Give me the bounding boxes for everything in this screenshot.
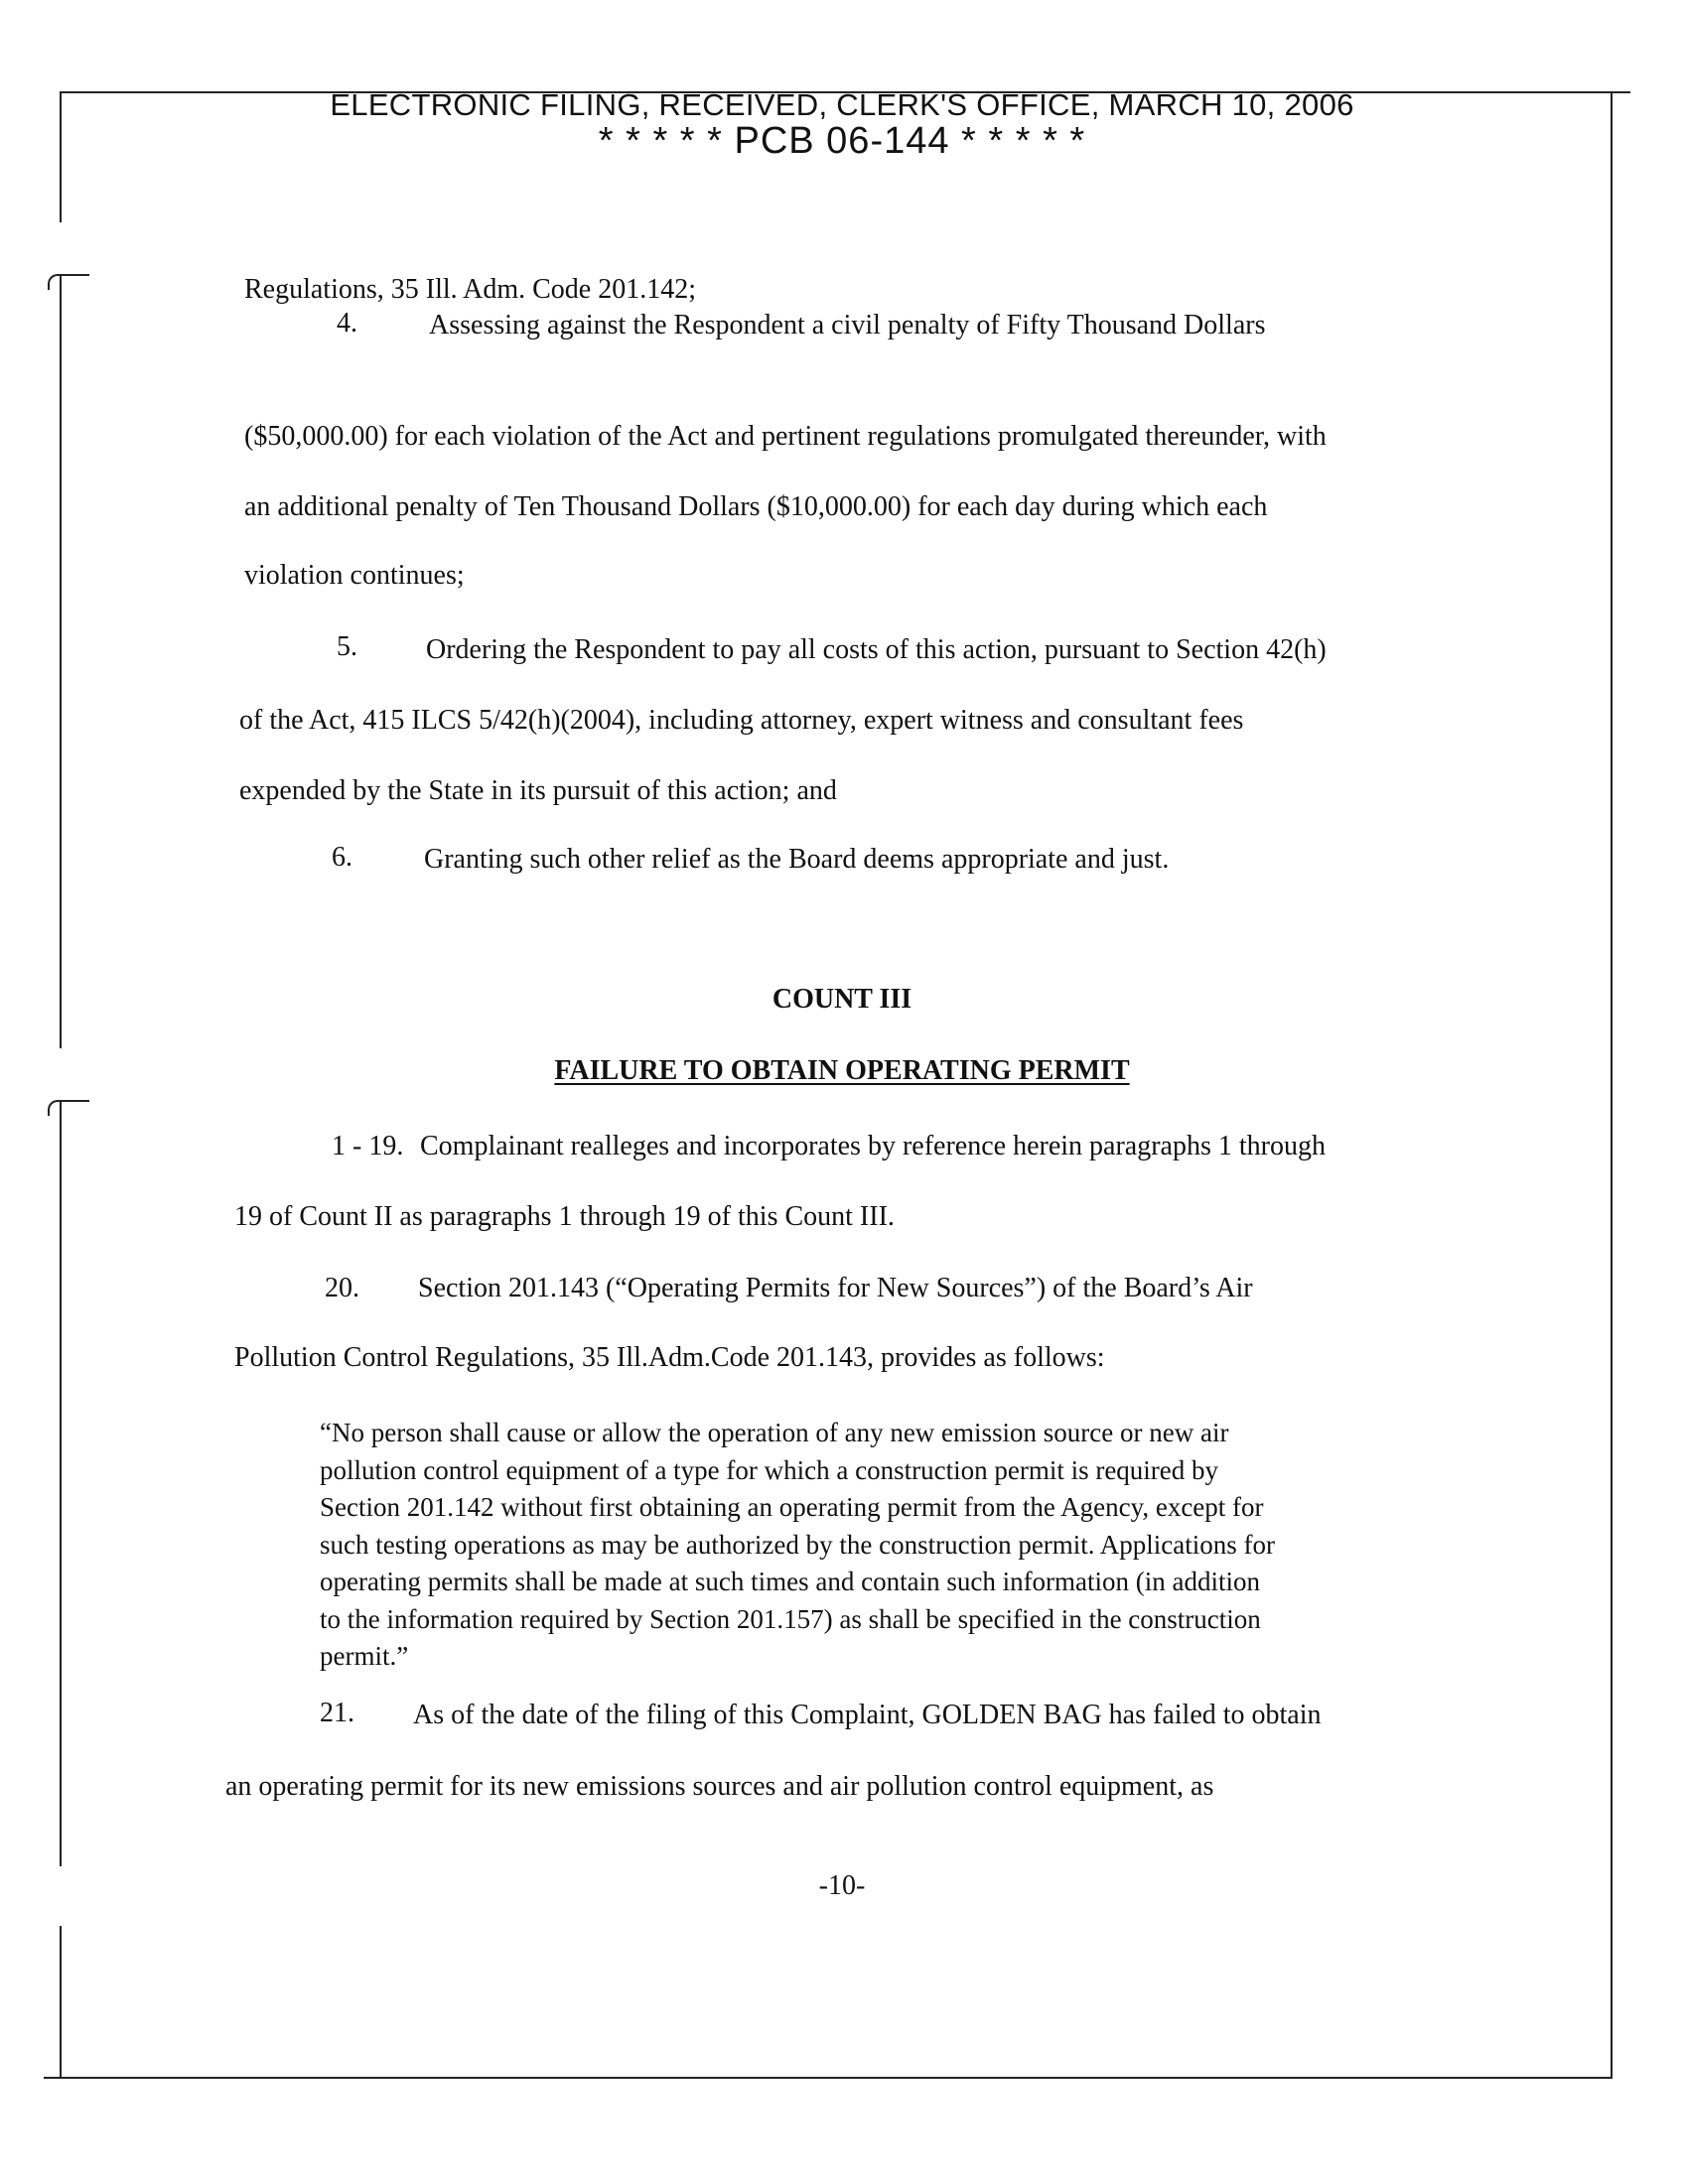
frame-left-line [60, 1100, 62, 1866]
para-1-19-line-1: Complainant realleges and incorporates by reference herein paragraphs 1 through [420, 1131, 1326, 1161]
frame-left-line [60, 1926, 62, 2077]
item-4-line-4: violation continues; [244, 560, 465, 591]
para-20-line-1: Section 201.143 (“Operating Permits for New Sources”) of the Board’s Air [418, 1273, 1253, 1303]
quote-line: pollution control equipment of a type for which a construction permit is required by [320, 1454, 1219, 1485]
frame-left-line [60, 274, 62, 1048]
binder-hook-mark [48, 274, 89, 290]
count-heading: COUNT III [772, 984, 912, 1015]
para-21-line-2: an operating permit for its new emissions sources and air pollution control equipment, as [225, 1771, 1214, 1802]
frame-bottom-line [44, 2077, 1613, 2079]
count-subheading [0, 1057, 1684, 1085]
quote-line: operating permits shall be made at such times and contain such information (in addition [320, 1567, 1261, 1596]
para-21-number: 21. [320, 1698, 354, 1728]
item-5-line-3: expended by the State in its pursuit of this action; and [239, 775, 837, 806]
item-6-line-1: Granting such other relief as the Board deems appropriate and just. [424, 844, 1170, 875]
binder-hook-mark [48, 1100, 89, 1116]
item-5-line-1: Ordering the Respondent to pay all costs of this action, pursuant to Section 42(h) [426, 634, 1327, 665]
item-5-line-2: of the Act, 415 ILCS 5/42(h)(2004), including attorney, expert witness and consultant fees [239, 705, 1244, 736]
para-21-line-1: As of the date of the filing of this Complaint, GOLDEN BAG has failed to obtain [413, 1700, 1322, 1730]
regulations-line: Regulations, 35 Ill. Adm. Code 201.142; [244, 274, 696, 305]
quote-line: to the information required by Section 201.157) as shall be specified in the construction [320, 1603, 1261, 1634]
item-6-number: 6. [332, 842, 352, 873]
item-5-number: 5. [337, 631, 357, 662]
item-4-line-3: an additional penalty of Ten Thousand Dollars ($10,000.00) for each day during which each [244, 491, 1268, 522]
para-20-number: 20. [325, 1273, 359, 1303]
case-number-line: * * * * * PCB 06-144 * * * * * [598, 120, 1086, 162]
quote-line: permit.” [320, 1641, 409, 1671]
quote-line: “No person shall cause or allow the operation of any new emission source or new air [320, 1418, 1229, 1447]
filing-stamp-line: ELECTRONIC FILING, RECEIVED, CLERK'S OFFICE, MARCH 10, 2006 [330, 87, 1354, 122]
quote-line: such testing operations as may be authorized by the construction permit. Applications for [320, 1529, 1276, 1560]
item-4-line-2: ($50,000.00) for each violation of the Act and pertinent regulations promulgated thereunder, with [244, 421, 1327, 452]
para-1-19-number: 1 - 19. [332, 1131, 404, 1161]
count-subheading-text: FAILURE TO OBTAIN OPERATING PERMIT [554, 1055, 1130, 1086]
para-1-19-line-2: 19 of Count II as paragraphs 1 through 19 of this Count III. [234, 1201, 895, 1232]
page-number: -10- [818, 1870, 866, 1901]
para-20-line-2: Pollution Control Regulations, 35 Ill.Adm.Code 201.143, provides as follows: [234, 1342, 1105, 1373]
item-4-number: 4. [337, 308, 357, 339]
item-4-line-1: Assessing against the Respondent a civil penalty of Fifty Thousand Dollars [429, 310, 1266, 341]
quoted-regulation [320, 1415, 1432, 1676]
quote-line: Section 201.142 without first obtaining an operating permit from the Agency, except for [320, 1492, 1264, 1522]
